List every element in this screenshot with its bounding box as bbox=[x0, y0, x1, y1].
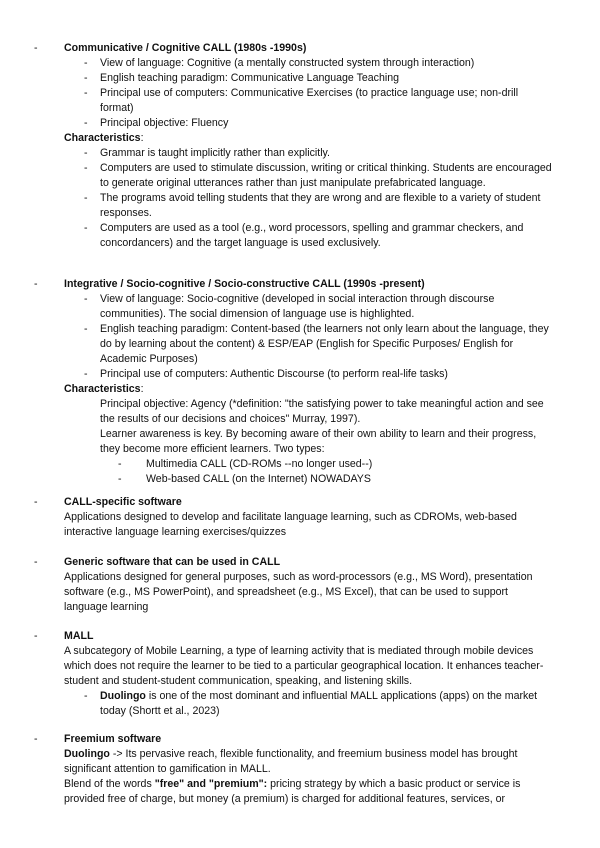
section-heading: MALL bbox=[64, 630, 94, 642]
list-item: - English teaching paradigm: Content-based (the learners not only learn about the language, they do by learning about the content) & ESP/EAP (English for Specific Purposes/ English for Academic Purposes) bbox=[84, 323, 549, 365]
list-item: - English teaching paradigm: Communicative Language Teaching bbox=[84, 72, 399, 84]
list-item: - View of language: Cognitive (a mentally constructed system through interaction) bbox=[84, 57, 475, 69]
list-item: - Grammar is taught implicitly rather than explicitly. bbox=[84, 147, 330, 159]
list-item: - Computers are used to stimulate discussion, writing or critical thinking. Students are encouraged to generate original utterances rather than just manipulate prefabricated language. bbox=[84, 162, 552, 189]
section-dash: - bbox=[34, 630, 38, 642]
blend-paragraph: Blend of the words "free" and "premium": pricing strategy by which a basic product or service is provided free of charge, but money (a premium) is charged for additional features, services, or bbox=[64, 778, 521, 805]
section-text: A subcategory of Mobile Learning, a type of learning activity that is mediated through mobile devices which does not require the learner to be tied to a particular geographical location. It enhances teacher-student and student-student communication, speaking, and listening skills. bbox=[64, 645, 544, 687]
list-item: - Principal objective: Fluency bbox=[84, 117, 229, 129]
list-item: - Web-based CALL (on the Internet) NOWADAYS bbox=[118, 473, 371, 485]
characteristics-label: Characteristics: bbox=[64, 383, 144, 395]
section-body bbox=[64, 292, 552, 487]
section-body bbox=[64, 56, 552, 251]
agency-paragraph: Principal objective: Agency (*definition: "the satisfying power to take meaningful action and see the results of our decisions and choices" Murray, 1997). bbox=[100, 398, 544, 425]
section-text: Applications designed for general purposes, such as word-processors (e.g., MS Word), presentation software (e.g., MS PowerPoint), and spreadsheet (e.g., MS Excel), that can be used to support language learning bbox=[64, 571, 533, 613]
section-heading: Integrative / Socio-cognitive / Socio-constructive CALL (1990s -present) bbox=[64, 278, 425, 290]
duolingo-paragraph: Duolingo -> Its pervasive reach, flexible functionality, and freemium business model has brought significant attention to gamification in MALL. bbox=[64, 748, 518, 775]
list-item: - Multimedia CALL (CD-ROMs --no longer used--) bbox=[118, 458, 373, 470]
awareness-paragraph: Learner awareness is key. By becoming aware of their own ability to learn and their progress, they become more efficient learners. Two types: bbox=[100, 428, 537, 455]
section-dash: - bbox=[34, 278, 38, 290]
section-dash: - bbox=[34, 42, 38, 54]
list-item: - Principal use of computers: Authentic Discourse (to perform real-life tasks) bbox=[84, 368, 448, 380]
list-item: - View of language: Socio-cognitive (developed in social interaction through discourse communities). The social dimension of language use is highlighted. bbox=[84, 293, 495, 320]
section-heading: Communicative / Cognitive CALL (1980s -1990s) bbox=[64, 42, 307, 54]
section-text: Applications designed to develop and facilitate language learning, such as CDROMs, web-based interactive language learning exercises/quizzes bbox=[64, 511, 517, 538]
section-heading: Generic software that can be used in CALL bbox=[64, 556, 281, 568]
section-body bbox=[64, 644, 552, 719]
section-dash: - bbox=[34, 733, 38, 745]
list-item: - Duolingo is one of the most dominant and influential MALL applications (apps) on the market today (Shortt et al., 2023) bbox=[84, 690, 538, 717]
section-dash: - bbox=[34, 556, 38, 568]
section-body bbox=[64, 747, 552, 807]
section-heading: Freemium software bbox=[64, 733, 162, 745]
list-item: - The programs avoid telling students that they are wrong and are flexible to a variety of student responses. bbox=[84, 192, 541, 219]
section-dash: - bbox=[34, 496, 38, 508]
list-item: - Principal use of computers: Communicative Exercises (to practice language use; non-drill format) bbox=[84, 87, 519, 114]
list-item: - Computers are used as a tool (e.g., word processors, spelling and grammar checkers, and concordancers) and the target language is used exclusively. bbox=[84, 222, 524, 249]
section-heading: CALL-specific software bbox=[64, 496, 182, 508]
characteristics-label: Characteristics: bbox=[64, 132, 144, 144]
